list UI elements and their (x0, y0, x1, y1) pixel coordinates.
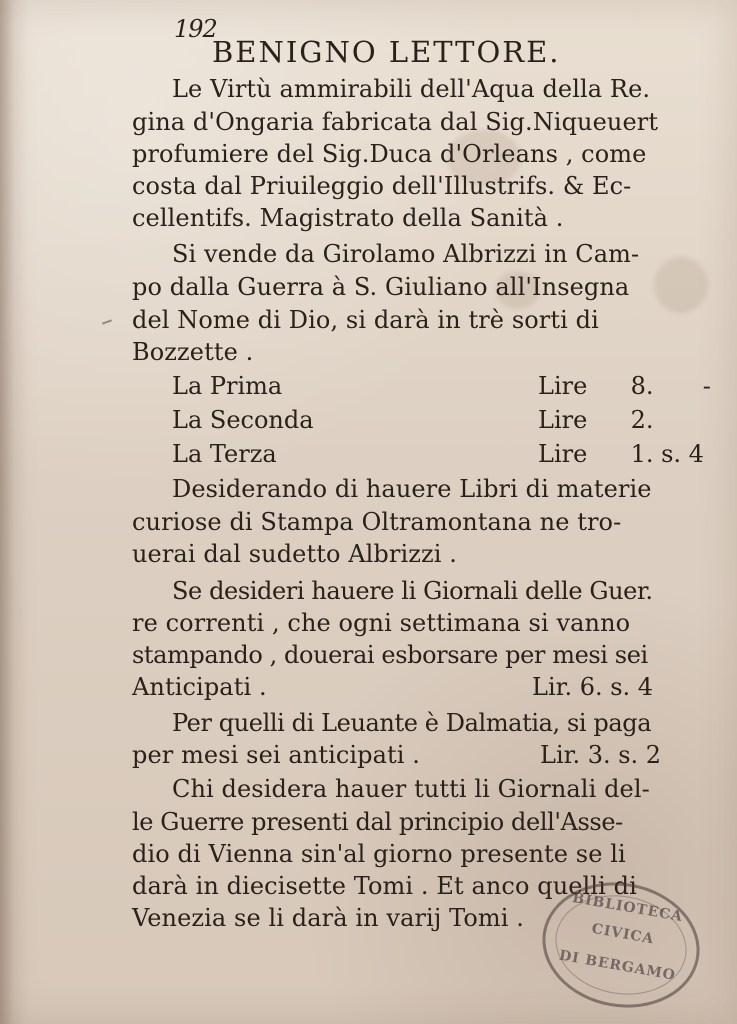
binding-shadow (0, 0, 28, 1024)
price-value-group (538, 373, 711, 399)
page-number: 192 (174, 15, 217, 43)
price-value-group (538, 441, 704, 467)
paragraph-line: Anticipati . (132, 673, 267, 701)
price-currency: Lire (538, 440, 588, 468)
price-label: La Prima (172, 372, 283, 400)
price-currency: Lire (538, 372, 588, 400)
paragraph-line: po dalla Guerra à S. Giuliano all'Insegna (132, 273, 630, 301)
price-value-group (538, 407, 653, 433)
price-amount: 8. (630, 372, 654, 400)
paragraph-line: cellentifs. Magistrato della Sanità . (132, 204, 564, 232)
price-amount: 1. s. 4 (630, 440, 704, 468)
paragraph-line: Chi desidera hauer tutti li Giornali del- (172, 775, 650, 803)
paragraph-line: Per quelli di Leuante è Dalmatia, si paga (172, 709, 652, 737)
page-title: BENIGNO LETTORE. (212, 35, 561, 69)
paragraph-line: del Nome di Dio, si darà in trè sorti di (132, 306, 599, 334)
inline-price: Lir. 3. s. 2 (540, 741, 662, 769)
paragraph-line: curiose di Stampa Oltramontana ne tro- (132, 508, 622, 536)
paragraph-line: Si vende da Girolamo Albrizzi in Cam- (172, 240, 640, 268)
paragraph-line: Venezia se li darà in varij Tomi . (132, 904, 524, 932)
price-label: La Terza (172, 440, 277, 468)
paragraph-line: Se desideri hauere li Giornali delle Guer. (172, 577, 653, 605)
stamp-text-bottom: DI BERGAMO (557, 947, 677, 984)
stamp-text-top: BIBLIOTECA (571, 889, 685, 926)
paragraph-line: uerai dal sudetto Albrizzi . (132, 540, 457, 568)
paragraph-line: re correnti , che ogni settimana si vanno (132, 609, 631, 637)
paragraph-line: per mesi sei anticipati . (132, 741, 421, 769)
price-suffix: - (702, 372, 711, 400)
page-text-block (132, 12, 722, 972)
ink-mark (102, 319, 112, 324)
paragraph-line: stampando , douerai esborsare per mesi sei (132, 641, 648, 669)
paragraph-line: Bozzette . (132, 338, 254, 366)
stamp-text-middle: CIVICA (590, 920, 656, 948)
paragraph-line: gina d'Ongaria fabricata dal Sig.Niqueuert (132, 108, 659, 136)
paragraph-line: Le Virtù ammirabili dell'Aqua della Re. (172, 75, 651, 103)
paragraph-line: costa dal Priuileggio dell'Illustrifs. & Ec- (132, 172, 632, 200)
paragraph-line: Desiderando di hauere Libri di materie (172, 475, 652, 503)
price-label: La Seconda (172, 406, 314, 434)
paragraph-line: profumiere del Sig.Duca d'Orleans , come (132, 140, 647, 168)
paragraph-line: le Guerre presenti dal principio dell'Asse- (132, 808, 623, 836)
paragraph-line: darà in diecisette Tomi . Et anco quelli di (132, 872, 637, 900)
paragraph-line: dio di Vienna sin'al giorno presente se li (132, 840, 626, 868)
price-amount: 2. (630, 406, 654, 434)
inline-price: Lir. 6. s. 4 (532, 673, 654, 701)
price-currency: Lire (538, 406, 588, 434)
